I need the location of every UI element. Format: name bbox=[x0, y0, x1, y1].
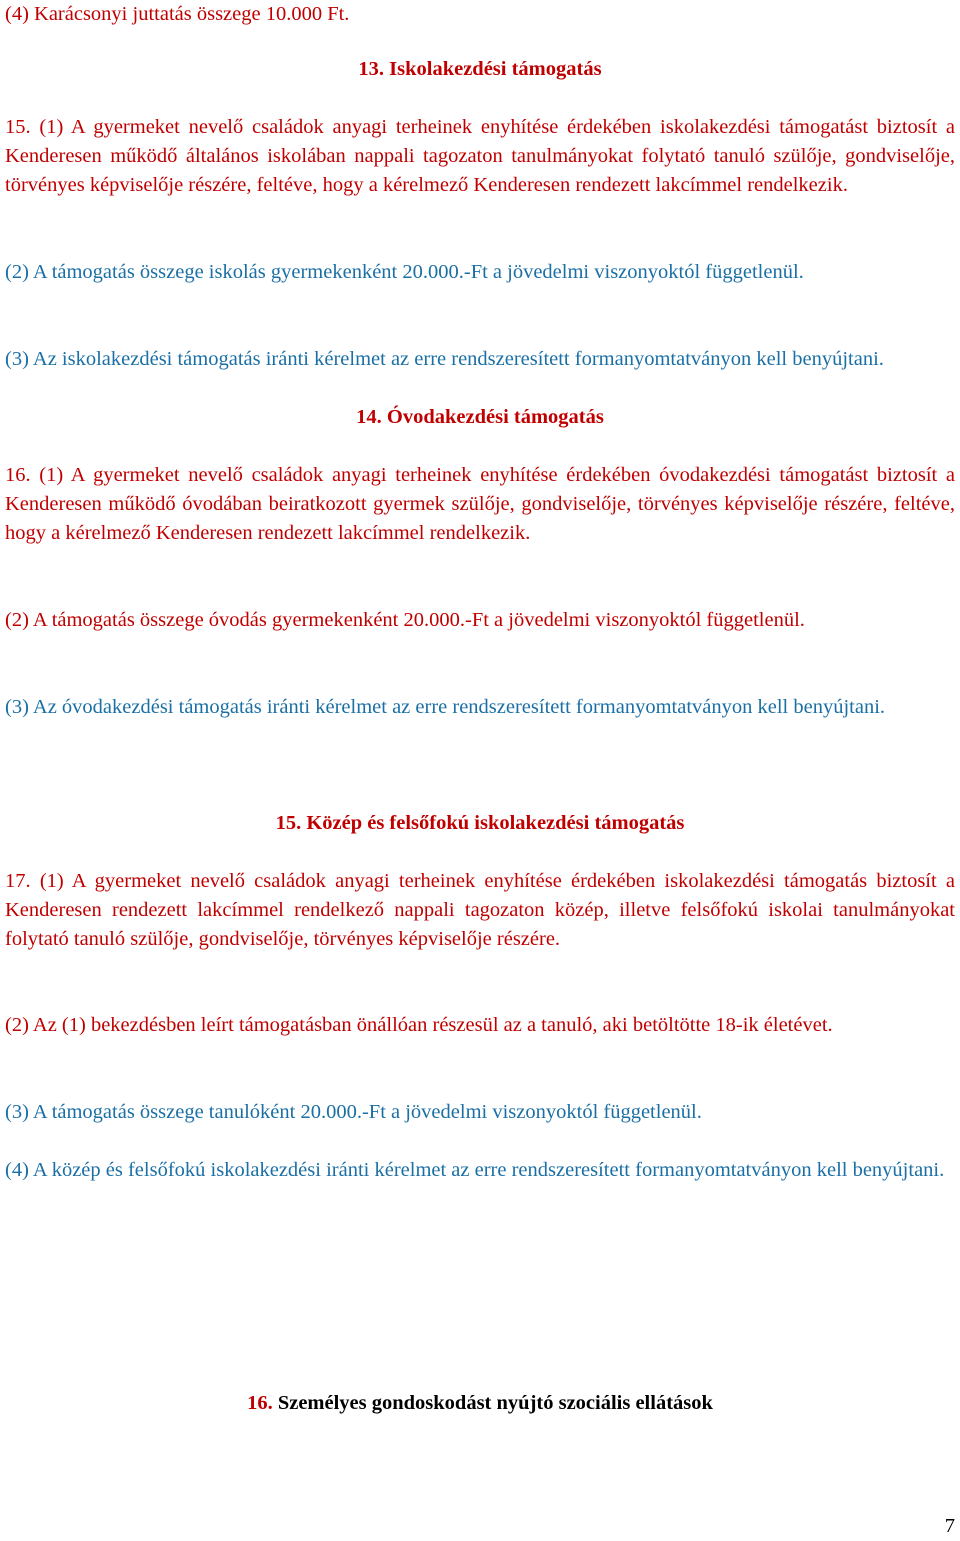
heading-section-16 bbox=[5, 1389, 955, 1418]
heading-section-16-title: Személyes gondoskodást nyújtó szociális ellátások bbox=[272, 1392, 713, 1414]
heading-section-15: 15. Közép és felsőfokú iskolakezdési támogatás bbox=[275, 812, 685, 834]
paragraph-17-1: 17. (1) A gyermeket nevelő családok anyagi terheinek enyhítése érdekében iskolakezdési támogatás biztosít a Kenderesen rendezett lakcímmel rendelkező nappali tagozaton közép, illetve felsőfokú iskolai tanulmányokat folytató tanuló szülője, gondviselője, törvényes képviselője részére. bbox=[5, 870, 955, 950]
paragraph-christmas-allowance: (4) Karácsonyi juttatás összege 10.000 Ft. bbox=[5, 3, 350, 25]
paragraph-16-3: (3) Az óvodakezdési támogatás iránti kérelmet az erre rendszeresített formanyomtatványon kell benyújtani. bbox=[5, 696, 886, 718]
paragraph-17-2: (2) Az (1) bekezdésben leírt támogatásban önállóan részesül az a tanuló, aki betöltötte 18-ik életévet. bbox=[5, 1014, 833, 1036]
heading-section-13: 13. Iskolakezdési támogatás bbox=[358, 58, 602, 80]
paragraph-15-1: 15. (1) A gyermeket nevelő családok anyagi terheinek enyhítése érdekében iskolakezdési támogatást biztosít a Kenderesen működő általános iskolában nappali tagozaton tanulmányokat folytató tanuló szülője, gondviselője, törvényes képviselője részére, feltéve, hogy a kérelmező Kenderesen rendezett lakcímmel rendelkezik. bbox=[5, 116, 955, 196]
paragraph-16-2: (2) A támogatás összege óvodás gyermekenként 20.000.-Ft a jövedelmi viszonyoktól függetlenül. bbox=[5, 609, 805, 631]
page-number: 7 bbox=[944, 1515, 955, 1537]
heading-section-16-number: 16. bbox=[247, 1392, 273, 1414]
paragraph-17-4: (4) A közép és felsőfokú iskolakezdési iránti kérelmet az erre rendszeresített formanyomtatványon kell benyújtani. bbox=[5, 1159, 945, 1181]
paragraph-17-3: (3) A támogatás összege tanulóként 20.000.-Ft a jövedelmi viszonyoktól függetlenül. bbox=[5, 1101, 702, 1123]
paragraph-15-2: (2) A támogatás összege iskolás gyermekenként 20.000.-Ft a jövedelmi viszonyoktól függetlenül. bbox=[5, 261, 804, 283]
paragraph-15-3: (3) Az iskolakezdési támogatás iránti kérelmet az erre rendszeresített formanyomtatványon kell benyújtani. bbox=[5, 348, 884, 370]
paragraph-16-1: 16. (1) A gyermeket nevelő családok anyagi terheinek enyhítése érdekében óvodakezdési támogatást biztosít a Kenderesen működő óvodában beiratkozott gyermek szülője, gondviselője, törvényes képviselője részére, feltéve, hogy a kérelmező Kenderesen rendezett lakcímmel rendelkezik. bbox=[5, 464, 955, 544]
heading-section-14: 14. Óvodakezdési támogatás bbox=[356, 406, 604, 428]
